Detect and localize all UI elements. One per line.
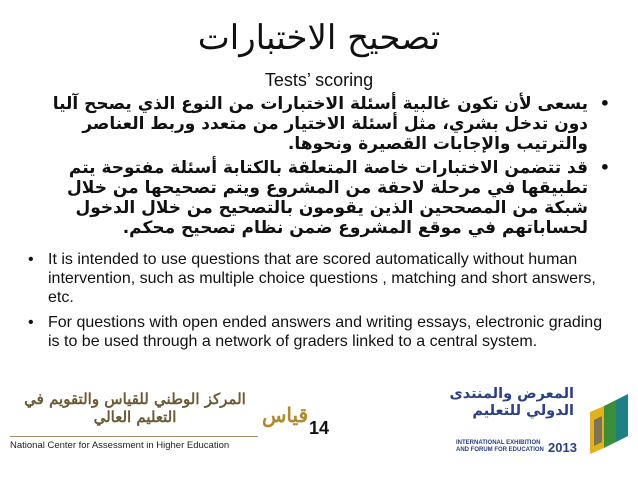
exhibition-logo-year: 2013 bbox=[548, 440, 577, 455]
exhibition-logo bbox=[424, 384, 634, 469]
nca-logo bbox=[6, 384, 309, 464]
english-bullet-text: For questions with open ended answers and writing essays, electronic grading is to be used through a network of graders linked to a central system. bbox=[48, 314, 603, 350]
arabic-bullet-list bbox=[28, 94, 610, 242]
exhibition-logo-arabic-line1: المعرض والمنتدى bbox=[449, 386, 574, 402]
exhibition-emblem-icon bbox=[586, 392, 630, 456]
bullet-icon: • bbox=[28, 314, 34, 331]
nca-logo-arabic-name: المركز الوطني للقياس والتقويم في التعليم العالي bbox=[24, 390, 246, 426]
arabic-bullet-text: يسعى لأن تكون غالبية أسئلة الاختبارات من النوع الذي يصحح آليا دون تدخل بشري، مثل أسئلة الاختيار من متعدد وربط العناصر والترتيب والإجابات القصيرة ونحوها. bbox=[52, 94, 588, 154]
exhibition-logo-arabic-line2: الدولي للتعليم bbox=[472, 403, 574, 419]
nca-logo-english-name: National Center for Assessment in Higher Education bbox=[10, 440, 230, 451]
exhibition-logo-english-line1: INTERNATIONAL EXHIBITION bbox=[456, 440, 541, 446]
page-number: 14 bbox=[308, 418, 330, 438]
exhibition-logo-arabic bbox=[424, 386, 574, 420]
bullet-icon: • bbox=[28, 251, 34, 268]
exhibition-logo-english-line2: AND FORUM FOR EDUCATION bbox=[456, 447, 544, 453]
arabic-bullet-item bbox=[28, 94, 610, 154]
english-bullet-list bbox=[28, 250, 610, 357]
english-bullet-item bbox=[28, 250, 610, 307]
arabic-bullet-item bbox=[28, 158, 610, 238]
english-bullet-item bbox=[28, 313, 610, 351]
exhibition-logo-english bbox=[456, 440, 544, 454]
logo-divider bbox=[10, 436, 258, 437]
bullet-icon: • bbox=[599, 158, 610, 177]
slide-title-english: Tests’ scoring bbox=[264, 70, 374, 90]
arabic-bullet-text: قد تتضمن الاختبارات خاصة المتعلقة بالكتابة أسئلة مفتوحة يتم تطبيقها في مرحلة لاحقة من المشروع ويتم تصحيحها من خلال شبكة من المصححين الذين يقومون بالتصحيح من خلال الدخول لحساباتهم في موقع المشروع ضمن نظام تصحيح محكم. bbox=[67, 158, 588, 238]
slide-title-arabic: تصحيح الاختبارات bbox=[197, 18, 441, 58]
english-bullet-text: It is intended to use questions that are scored automatically without human intervention, such as multiple choice questions , matching and short answers, etc. bbox=[48, 251, 596, 306]
qiyas-mark-icon: قياس bbox=[262, 403, 309, 427]
bullet-icon: • bbox=[599, 94, 610, 113]
